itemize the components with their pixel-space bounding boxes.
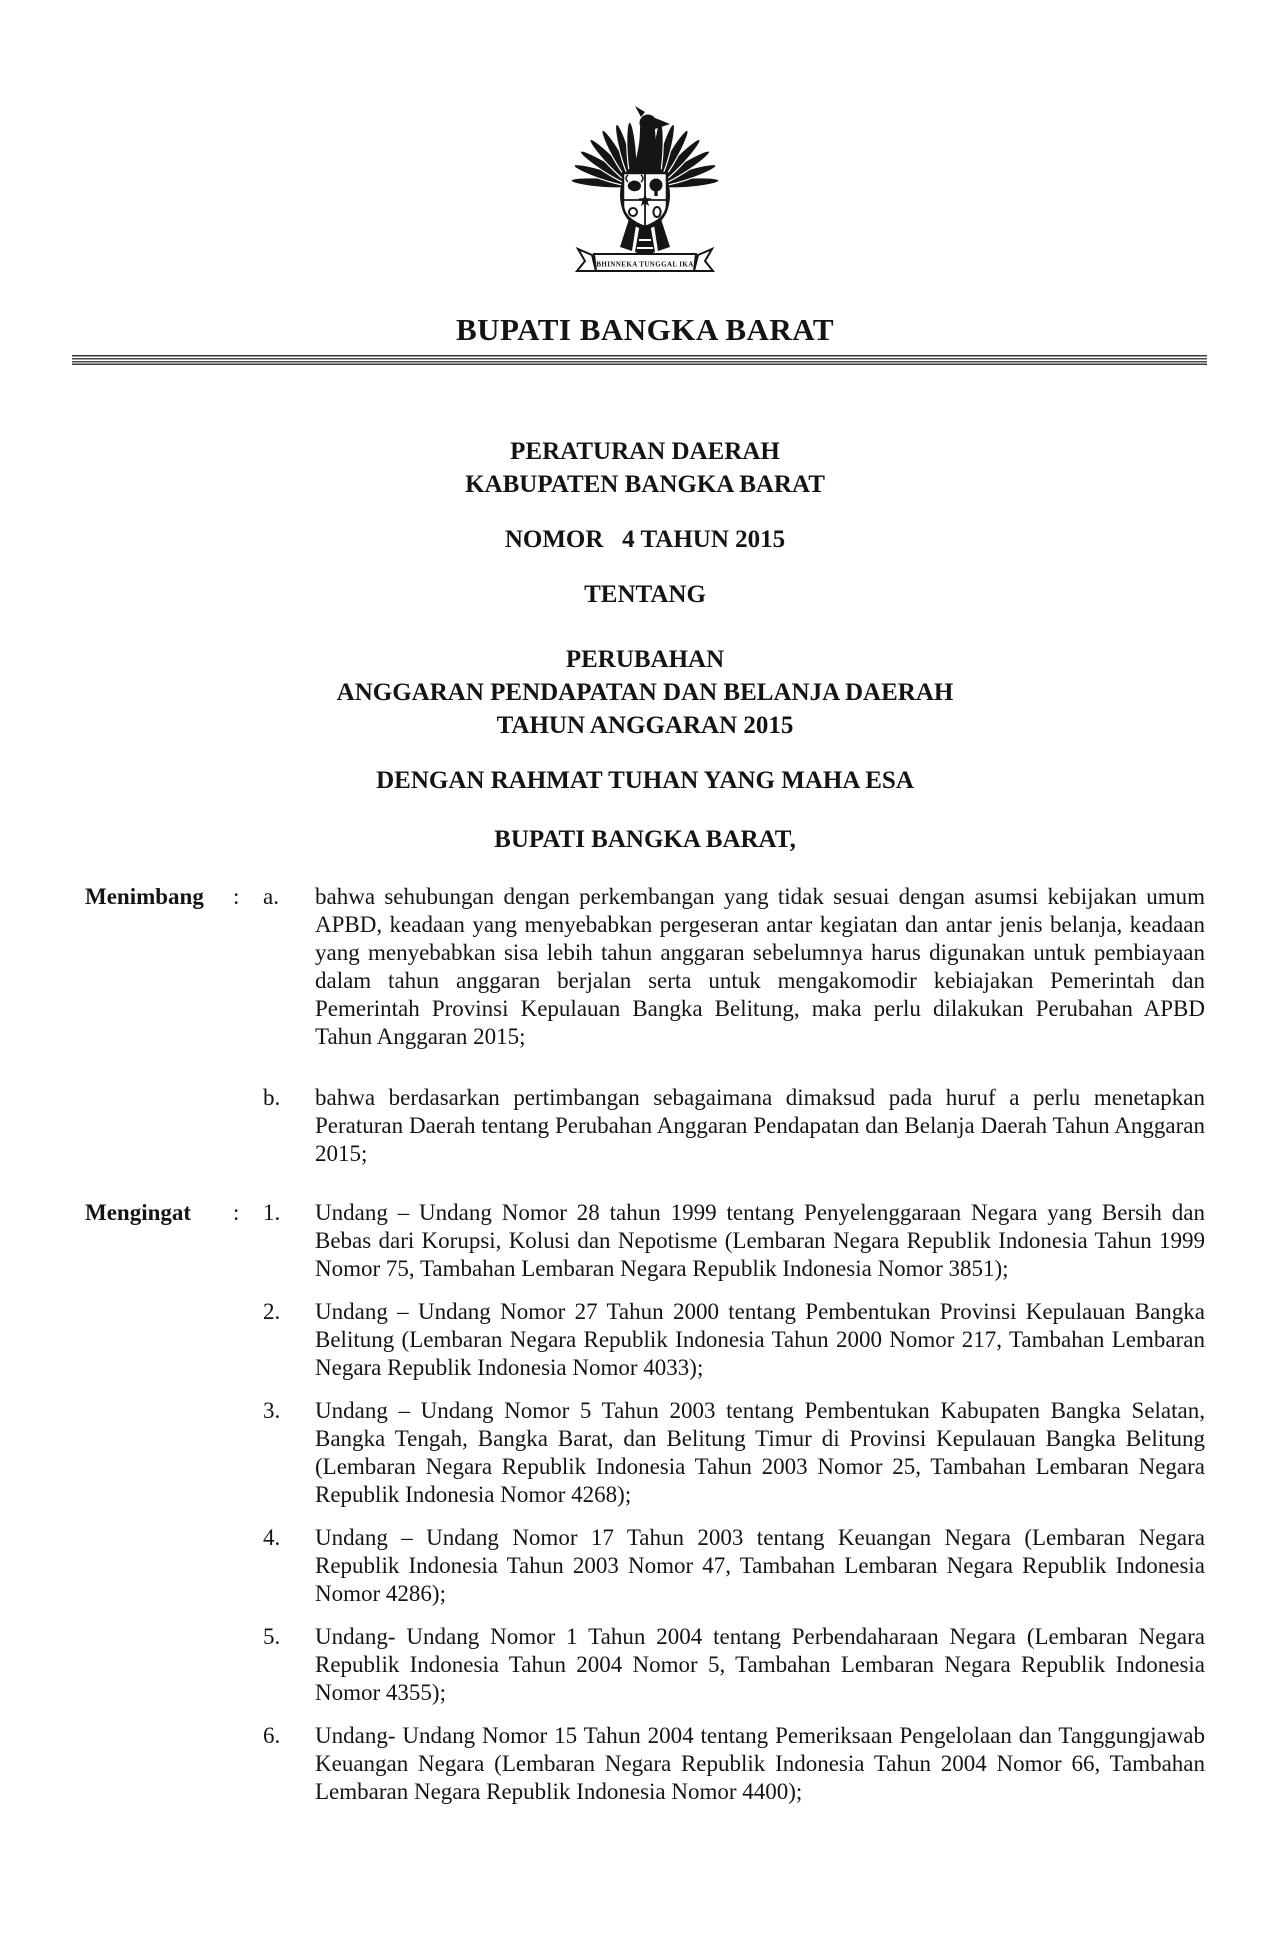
mengingat-marker-1: 1. [263,1200,281,1225]
spacer-label [85,1084,233,1168]
mengingat-label: Mengingat [85,1200,192,1225]
mengingat-item-6 [85,1722,1205,1806]
doc-heading [85,365,1205,856]
doc-type-line1: PERATURAN DAERAH [510,438,780,465]
doc-about-label: TENTANG [584,581,706,608]
menimbang-marker-b: b. [263,1085,281,1110]
menimbang-marker-a: a. [263,884,279,909]
mengingat-item-4 [85,1524,1205,1608]
doc-subject-line2: ANGGARAN PENDAPATAN DAN BELANJA DAERAH [336,679,954,706]
document-content [85,0,1205,1806]
spacer-colon [233,1524,263,1608]
emblem-motto-text: BHINNEKA TUNGGAL IKA [596,260,694,269]
menimbang-item-b [85,1084,1205,1168]
spacer-label [85,1623,233,1707]
doc-issuer-line: BUPATI BANGKA BARAT, [494,826,796,853]
mengingat-item-5 [85,1623,1205,1707]
spacer-colon [233,1722,263,1806]
emblem-container [85,0,1205,283]
mengingat-text-1: Undang – Undang Nomor 28 tahun 1999 tentang Penyelenggaraan Negara yang Bersih dan Bebas dari Korupsi, Kolusi dan Nepotisme (Lembaran Negara Republik Indonesia Tahun 1999 Nomor 75, Tambahan Lembaran Negara Republik Indonesia Nomor 3851); [315,1200,1205,1281]
spacer-label [85,1722,233,1806]
doc-subject-line1: PERUBAHAN [565,646,725,673]
doc-subject-lines [85,643,1205,742]
mengingat-marker-2: 2. [263,1299,281,1324]
doc-number-line: NOMOR 4 TAHUN 2015 [504,526,786,553]
mengingat-item-3 [85,1397,1205,1509]
mengingat-item-2 [85,1298,1205,1382]
clauses-section [85,883,1205,1806]
spacer-label [85,1397,233,1509]
mengingat-text-2: Undang – Undang Nomor 27 Tahun 2000 tentang Pembentukan Provinsi Kepulauan Bangka Belitung (Lembaran Negara Republik Indonesia Tahun 2000 Nomor 217, Tambahan Lembaran Negara Republik Indonesia Nomor 4033); [315,1299,1205,1380]
menimbang-text-b: bahwa berdasarkan pertimbangan sebagaimana dimaksud pada huruf a perlu menetapkan Peraturan Daerah tentang Perubahan Anggaran Pendapatan dan Belanja Daerah Tahun Anggaran 2015; [315,1085,1205,1166]
doc-type-lines [85,435,1205,501]
mengingat-text-3: Undang – Undang Nomor 5 Tahun 2003 tentang Pembentukan Kabupaten Bangka Selatan, Bangka Tengah, Bangka Barat, dan Belitung Timur di Provinsi Kepulauan Bangka Belitung (Lembaran Negara Republik Indonesia Tahun 2003 Nomor 25, Tambahan Lembaran Negara Republik Indonesia Nomor 4268); [315,1398,1205,1507]
mengingat-text-4: Undang – Undang Nomor 17 Tahun 2003 tentang Keuangan Negara (Lembaran Negara Republik Indonesia Tahun 2003 Nomor 47, Tambahan Lembaran Negara Republik Indonesia Nomor 4286); [315,1525,1205,1606]
spacer-colon [233,1397,263,1509]
menimbang-colon: : [233,884,240,909]
letterhead-rule [72,355,1207,365]
mengingat-marker-4: 4. [263,1525,281,1550]
spacer-colon [233,1623,263,1707]
menimbang-label: Menimbang [85,884,204,909]
garuda-pancasila-emblem [570,101,720,283]
menimbang-text-a: bahwa sehubungan dengan perkembangan yang tidak sesuai dengan asumsi kebijakan umum APBD, keadaan yang menyebabkan pergeseran antar kegiatan dan antar jenis belanja, keadaan yang menyebabkan sisa lebih tahun anggaran sebelumnya harus digunakan untuk pembiayaan dalam tahun anggaran berjalan serta untuk mengakomodir kebiajakan Pemerintah dan Pemerintah Provinsi Kepulauan Bangka Belitung, maka perlu dilakukan Perubahan APBD Tahun Anggaran 2015; [315,884,1205,1049]
spacer-colon [233,1084,263,1168]
mengingat-marker-6: 6. [263,1723,281,1748]
mengingat-marker-5: 5. [263,1624,281,1649]
mengingat-text-6: Undang- Undang Nomor 15 Tahun 2004 tentang Pemeriksaan Pengelolaan dan Tanggungjawab Keuangan Negara (Lembaran Negara Republik Indonesia Tahun 2004 Nomor 66, Tambahan Lembaran Negara Republik Indonesia Nomor 4400); [315,1723,1205,1804]
letterhead-title: BUPATI BANGKA BARAT [455,312,835,347]
mengingat-item-1 [85,1199,1205,1283]
spacer-label [85,1524,233,1608]
spacer-colon [233,1298,263,1382]
doc-type-line2: KABUPATEN BANGKA BARAT [465,471,825,498]
mengingat-marker-3: 3. [263,1398,281,1423]
mengingat-colon: : [233,1200,240,1225]
doc-subject-line3: TAHUN ANGGARAN 2015 [496,712,794,739]
mengingat-text-5: Undang- Undang Nomor 1 Tahun 2004 tentang Perbendaharaan Negara (Lembaran Negara Republik Indonesia Tahun 2004 Nomor 5, Tambahan Lembaran Negara Republik Indonesia Nomor 4355); [315,1624,1205,1705]
menimbang-item-a [85,883,1205,1051]
spacer-label [85,1298,233,1382]
doc-grace-line: DENGAN RAHMAT TUHAN YANG MAHA ESA [376,767,914,794]
